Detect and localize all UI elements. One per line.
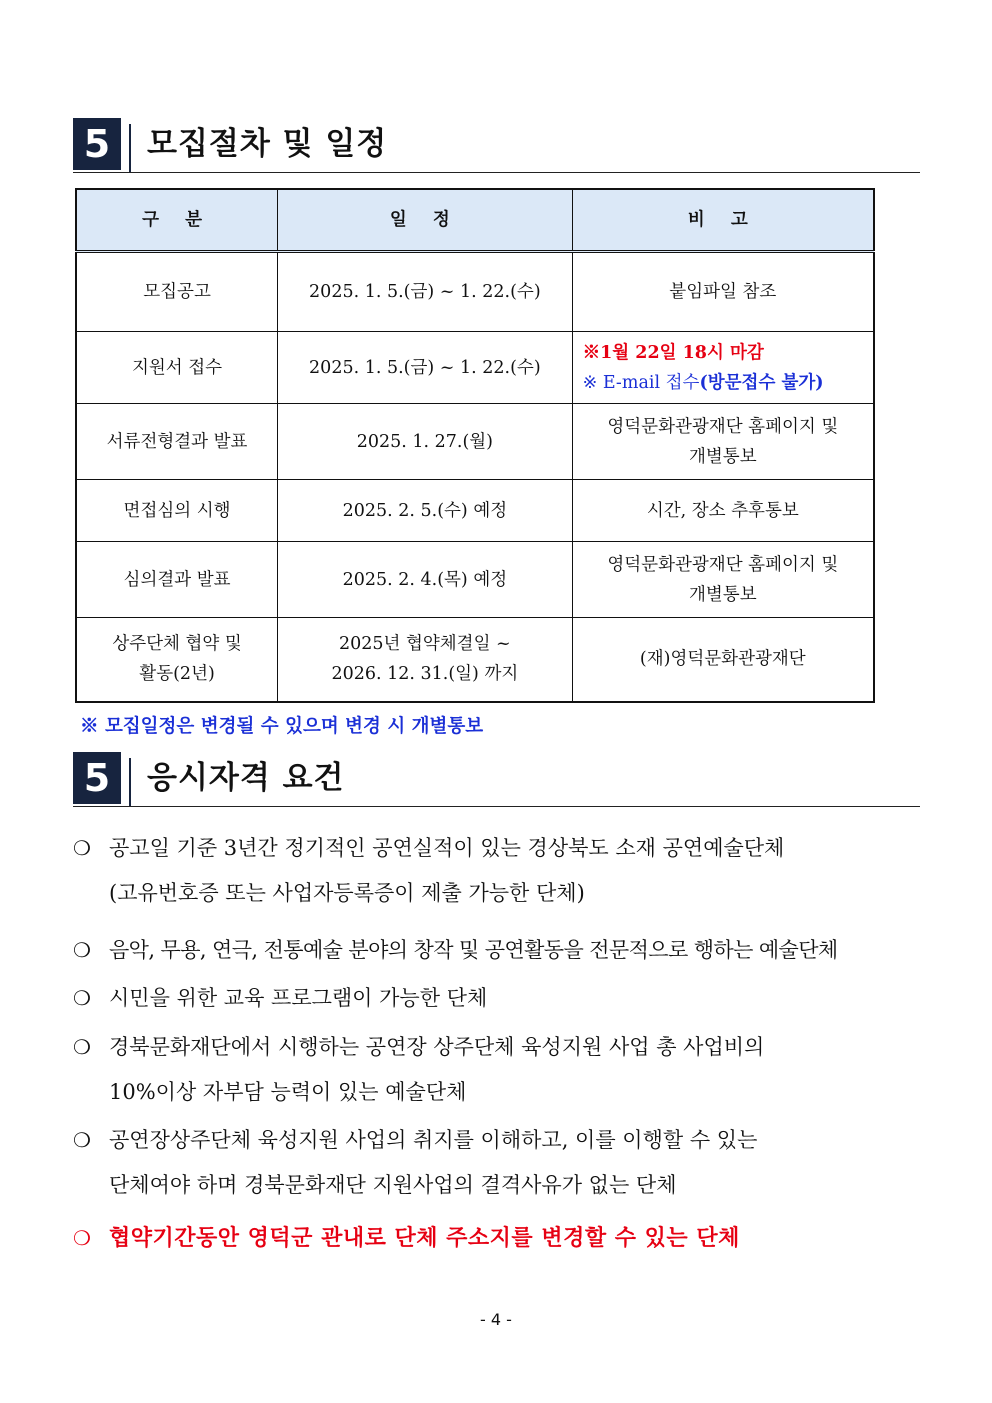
list-item	[73, 1025, 918, 1115]
date-line: 2026. 12. 31.(일) 까지	[331, 664, 519, 685]
list-item	[73, 1118, 918, 1208]
cell-date	[278, 618, 573, 702]
section-number-badge: 5	[73, 752, 121, 804]
section-title: 모집절차 및 일정	[147, 126, 388, 162]
section-divider-bar	[129, 124, 131, 172]
cell-date: 2025. 2. 4.(목) 예정	[278, 542, 573, 618]
section-heading-eligibility	[73, 752, 920, 807]
header-category: 구 분	[76, 189, 278, 252]
circle-bullet-icon: ❍	[73, 1035, 91, 1059]
cell-category: 심의결과 발표	[76, 542, 278, 618]
cell-date: 2025. 1. 27.(월)	[278, 404, 573, 480]
email-note-suffix: (방문접수 불가)	[699, 372, 824, 393]
requirement-text: 공고일 기준 3년간 정기적인 공연실적이 있는 경상북도 소재 공연예술단체	[109, 836, 785, 860]
table-row	[76, 618, 874, 702]
cell-date: 2025. 1. 5.(금) ~ 1. 22.(수)	[278, 252, 573, 332]
cell-date: 2025. 2. 5.(수) 예정	[278, 480, 573, 542]
category-line: 활동(2년)	[139, 664, 215, 685]
cell-note	[572, 332, 874, 404]
cell-note: 붙임파일 참조	[572, 252, 874, 332]
circle-bullet-icon: ❍	[73, 836, 91, 860]
requirement-text: 협약기간동안 영덕군 관내로 단체 주소지를 변경할 수 있는 단체	[109, 1225, 740, 1251]
deadline-note: ※1월 22일 18시 마감	[582, 342, 764, 363]
section-heading-schedule	[73, 118, 920, 173]
requirement-text: 공연장상주단체 육성지원 사업의 취지를 이해하고, 이를 이행할 수 있는	[109, 1128, 758, 1152]
date-line: 2025년 협약체결일 ~	[338, 634, 511, 655]
section-title: 응시자격 요건	[147, 760, 345, 796]
table-header-row	[76, 189, 874, 252]
note-line: 개별통보	[688, 584, 757, 605]
cell-category: 모집공고	[76, 252, 278, 332]
list-item	[73, 826, 918, 916]
requirement-text-cont: (고유번호증 또는 사업자등록증이 제출 가능한 단체)	[109, 881, 585, 905]
circle-bullet-icon: ❍	[73, 986, 91, 1010]
list-item	[73, 928, 918, 973]
table-row	[76, 252, 874, 332]
note-line: 개별통보	[688, 446, 757, 467]
schedule-footnote: ※ 모집일정은 변경될 수 있으며 변경 시 개별통보	[80, 716, 484, 737]
category-line: 상주단체 협약 및	[112, 634, 242, 655]
cell-category	[76, 618, 278, 702]
note-line: 영덕문화관광재단 홈페이지 및	[607, 416, 839, 437]
email-note	[579, 368, 867, 398]
section-divider-bar	[129, 758, 131, 806]
cell-category: 서류전형결과 발표	[76, 404, 278, 480]
circle-bullet-icon: ❍	[73, 1226, 92, 1250]
cell-category: 면접심의 시행	[76, 480, 278, 542]
cell-note	[572, 404, 874, 480]
cell-date: 2025. 1. 5.(금) ~ 1. 22.(수)	[278, 332, 573, 404]
schedule-table	[75, 188, 875, 703]
requirement-text: 시민을 위한 교육 프로그램이 가능한 단체	[109, 986, 488, 1010]
requirement-text-cont: 10%이상 자부담 능력이 있는 예술단체	[109, 1080, 467, 1104]
section-number-badge: 5	[73, 118, 121, 170]
cell-note: (재)영덕문화관광재단	[572, 618, 874, 702]
cell-note: 시간, 장소 추후통보	[572, 480, 874, 542]
email-note-prefix: ※ E-mail 접수	[582, 372, 700, 393]
note-line: 영덕문화관광재단 홈페이지 및	[607, 554, 839, 575]
cell-category: 지원서 접수	[76, 332, 278, 404]
requirement-text: 경북문화재단에서 시행하는 공연장 상주단체 육성지원 사업 총 사업비의	[109, 1035, 765, 1059]
header-remarks: 비 고	[572, 189, 874, 252]
table-row	[76, 332, 874, 404]
table-row	[76, 480, 874, 542]
list-item	[73, 1216, 918, 1261]
circle-bullet-icon: ❍	[73, 938, 91, 962]
table-row	[76, 404, 874, 480]
requirement-text: 음악, 무용, 연극, 전통예술 분야의 창작 및 공연활동을 전문적으로 행하는 예술단체	[109, 938, 838, 962]
table-row	[76, 542, 874, 618]
list-item	[73, 976, 918, 1021]
page-number: - 4 -	[480, 1310, 512, 1329]
header-schedule: 일 정	[278, 189, 573, 252]
circle-bullet-icon: ❍	[73, 1128, 91, 1152]
requirement-text-cont: 단체여야 하며 경북문화재단 지원사업의 결격사유가 없는 단체	[109, 1173, 677, 1197]
cell-note	[572, 542, 874, 618]
